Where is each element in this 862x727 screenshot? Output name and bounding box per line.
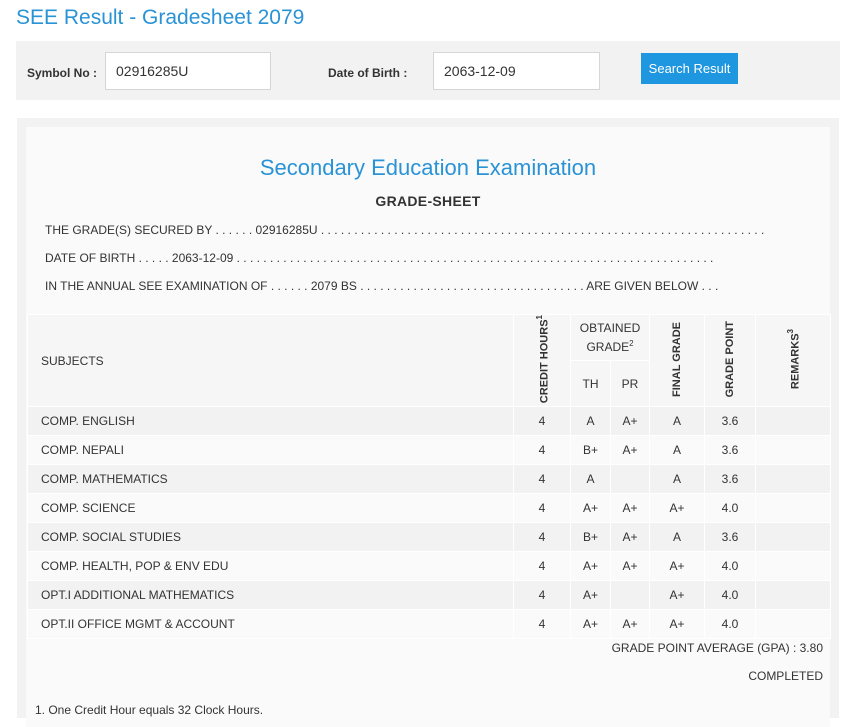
- th-cell: A+: [571, 494, 611, 523]
- grade-point-header: GRADE POINT: [705, 315, 756, 407]
- th-cell: B+: [571, 523, 611, 552]
- final-grade-cell: A: [650, 523, 705, 552]
- result-status: COMPLETED: [748, 669, 823, 683]
- th-cell: A: [571, 407, 611, 436]
- remarks-cell: [756, 407, 831, 436]
- final-grade-cell: A+: [650, 494, 705, 523]
- dob-line: DATE OF BIRTH . . . . . 2063-12-09 . . . . . . . . . . . . . . . . . . . . . . . . . . . . . . . . . . . . . . . . . . . . . . . . . . . . . . . . . . . . . . . . . . . . . . . .: [45, 251, 714, 265]
- pr-cell: A+: [611, 610, 650, 639]
- page-title: SEE Result - Gradesheet 2079: [16, 6, 305, 29]
- subject-cell: COMP. HEALTH, POP & ENV EDU: [28, 552, 514, 581]
- dob-input[interactable]: [433, 52, 600, 90]
- final-grade-cell: A+: [650, 552, 705, 581]
- grade-point-cell: 3.6: [705, 523, 756, 552]
- final-grade-cell: A+: [650, 610, 705, 639]
- table-row: [28, 552, 831, 581]
- table-row: [28, 581, 831, 610]
- remarks-cell: [756, 610, 831, 639]
- subject-cell: COMP. ENGLISH: [28, 407, 514, 436]
- table-row: [28, 407, 831, 436]
- exam-title: Secondary Education Examination: [259, 155, 597, 180]
- result-container: [17, 118, 839, 718]
- th-cell: A: [571, 465, 611, 494]
- grade-sheet-heading: GRADE-SHEET: [375, 193, 481, 209]
- remarks-cell: [756, 436, 831, 465]
- gpa-value: GRADE POINT AVERAGE (GPA) : 3.80: [611, 641, 823, 655]
- table-row: [28, 465, 831, 494]
- final-grade-cell: A: [650, 465, 705, 494]
- grade-point-cell: 4.0: [705, 552, 756, 581]
- pr-cell: [611, 581, 650, 610]
- credit-cell: 4: [514, 581, 571, 610]
- grades-table: [27, 314, 831, 639]
- grade-point-cell: 3.6: [705, 407, 756, 436]
- credit-cell: 4: [514, 552, 571, 581]
- table-row: [28, 494, 831, 523]
- final-grade-header: FINAL GRADE: [650, 315, 705, 407]
- remarks-cell: [756, 465, 831, 494]
- credit-cell: 4: [514, 436, 571, 465]
- table-row: [28, 523, 831, 552]
- credit-cell: 4: [514, 494, 571, 523]
- grade-sheet: [26, 127, 830, 727]
- credit-cell: 4: [514, 523, 571, 552]
- subject-cell: COMP. SCIENCE: [28, 494, 514, 523]
- pr-cell: A+: [611, 407, 650, 436]
- subjects-header: SUBJECTS: [28, 315, 514, 407]
- final-grade-cell: A: [650, 436, 705, 465]
- pr-cell: A+: [611, 436, 650, 465]
- pr-cell: [611, 465, 650, 494]
- grade-point-cell: 3.6: [705, 465, 756, 494]
- th-cell: B+: [571, 436, 611, 465]
- grade-point-cell: 4.0: [705, 610, 756, 639]
- credit-cell: 4: [514, 465, 571, 494]
- subject-cell: OPT.II OFFICE MGMT & ACCOUNT: [28, 610, 514, 639]
- obtained-grade-header: OBTAINED GRADE$^2$: [571, 315, 650, 361]
- table-row: [28, 610, 831, 639]
- th-header: TH: [571, 361, 611, 407]
- credit-cell: 4: [514, 407, 571, 436]
- credit-hours-header: CREDIT HOURS$^1$: [514, 315, 571, 407]
- remarks-header: REMARKS$^3$: [756, 315, 831, 407]
- grade-point-cell: 3.6: [705, 436, 756, 465]
- subject-cell: OPT.I ADDITIONAL MATHEMATICS: [28, 581, 514, 610]
- pr-cell: A+: [611, 523, 650, 552]
- remarks-cell: [756, 494, 831, 523]
- subject-cell: COMP. MATHEMATICS: [28, 465, 514, 494]
- final-grade-cell: A: [650, 407, 705, 436]
- symbol-input[interactable]: [105, 52, 271, 90]
- exam-line: IN THE ANNUAL SEE EXAMINATION OF . . . . . . 2079 BS . . . . . . . . . . . . . . . . . . . . . . . . . . . . . . . . . . ARE GIVEN BELOW . . .: [45, 279, 719, 293]
- grade-point-cell: 4.0: [705, 494, 756, 523]
- search-bar: [16, 41, 840, 100]
- grade-point-cell: 4.0: [705, 581, 756, 610]
- subject-cell: COMP. SOCIAL STUDIES: [28, 523, 514, 552]
- dob-label: Date of Birth :: [328, 66, 408, 80]
- search-result-button[interactable]: Search Result: [641, 53, 738, 84]
- secured-by-line: THE GRADE(S) SECURED BY . . . . . . 02916285U . . . . . . . . . . . . . . . . . . . . . . . . . . . . . . . . . . . . . . . . . . . . . . . . . . . . . . . . . . . . . . . . . . .: [45, 223, 765, 237]
- pr-cell: A+: [611, 552, 650, 581]
- table-row: [28, 436, 831, 465]
- final-grade-cell: A+: [650, 581, 705, 610]
- footnote: 1. One Credit Hour equals 32 Clock Hours.: [35, 703, 264, 717]
- th-cell: A+: [571, 610, 611, 639]
- credit-cell: 4: [514, 610, 571, 639]
- th-cell: A+: [571, 581, 611, 610]
- table-header-row: [28, 315, 831, 361]
- symbol-label: Symbol No :: [27, 66, 98, 80]
- th-cell: A+: [571, 552, 611, 581]
- remarks-cell: [756, 581, 831, 610]
- remarks-cell: [756, 523, 831, 552]
- pr-cell: A+: [611, 494, 650, 523]
- remarks-cell: [756, 552, 831, 581]
- pr-header: PR: [611, 361, 650, 407]
- subject-cell: COMP. NEPALI: [28, 436, 514, 465]
